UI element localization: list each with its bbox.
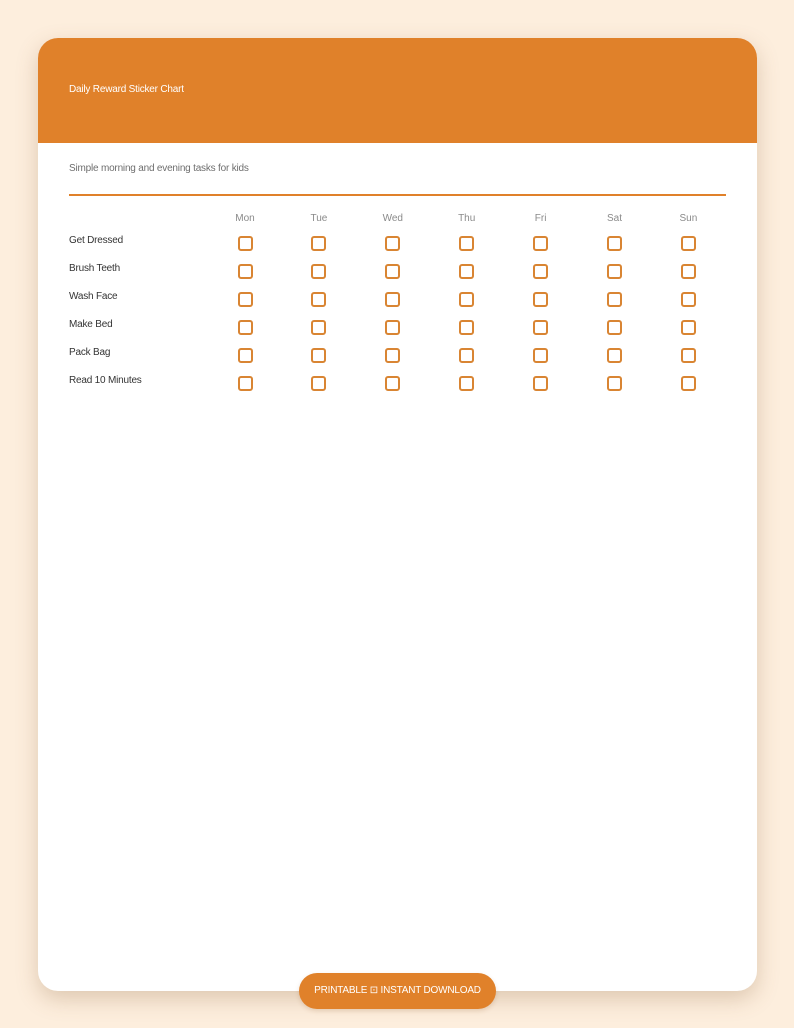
checkbox-thu[interactable]: [459, 236, 474, 251]
checkbox-fri[interactable]: [533, 236, 548, 251]
checkbox-wed[interactable]: [385, 348, 400, 363]
checkbox-tue[interactable]: [311, 348, 326, 363]
checkbox-wed[interactable]: [385, 376, 400, 391]
checkbox-fri[interactable]: [533, 376, 548, 391]
checkbox-sun[interactable]: [681, 348, 696, 363]
checkbox-tue[interactable]: [311, 292, 326, 307]
checkbox-tue[interactable]: [311, 264, 326, 279]
checkbox-sun[interactable]: [681, 264, 696, 279]
day-header-fri: Fri: [534, 213, 547, 224]
task-label: Wash Face: [69, 291, 118, 302]
checkbox-mon[interactable]: [238, 348, 253, 363]
day-header-mon: Mon: [235, 213, 255, 224]
task-label: Read 10 Minutes: [69, 375, 142, 386]
checkbox-thu[interactable]: [459, 376, 474, 391]
checkbox-fri[interactable]: [533, 348, 548, 363]
checkbox-thu[interactable]: [459, 264, 474, 279]
checkbox-sat[interactable]: [607, 292, 622, 307]
checkbox-fri[interactable]: [533, 320, 548, 335]
checkbox-tue[interactable]: [311, 236, 326, 251]
task-label: Get Dressed: [69, 235, 123, 246]
checkbox-mon[interactable]: [238, 292, 253, 307]
checkbox-mon[interactable]: [238, 264, 253, 279]
checkbox-sun[interactable]: [681, 376, 696, 391]
day-header-tue: Tue: [310, 213, 328, 224]
checkbox-wed[interactable]: [385, 320, 400, 335]
checkbox-wed[interactable]: [385, 236, 400, 251]
checkbox-thu[interactable]: [459, 320, 474, 335]
checkbox-sat[interactable]: [607, 348, 622, 363]
checkbox-sat[interactable]: [607, 264, 622, 279]
divider: [69, 194, 726, 196]
checkbox-sat[interactable]: [607, 376, 622, 391]
task-label: Brush Teeth: [69, 263, 120, 274]
day-header-sun: Sun: [679, 213, 698, 224]
checkbox-tue[interactable]: [311, 376, 326, 391]
chart-card: [38, 38, 757, 991]
checkbox-sun[interactable]: [681, 292, 696, 307]
task-label: Pack Bag: [69, 347, 111, 358]
day-header-wed: Wed: [382, 213, 403, 224]
chart-header: [38, 38, 757, 143]
checkbox-sat[interactable]: [607, 320, 622, 335]
checkbox-tue[interactable]: [311, 320, 326, 335]
checkbox-sun[interactable]: [681, 236, 696, 251]
day-header-sat: Sat: [606, 213, 622, 224]
checkbox-fri[interactable]: [533, 264, 548, 279]
checkbox-mon[interactable]: [238, 320, 253, 335]
chart-subtitle: Simple morning and evening tasks for kids: [69, 163, 249, 174]
checkbox-wed[interactable]: [385, 264, 400, 279]
checkbox-sun[interactable]: [681, 320, 696, 335]
checkbox-sat[interactable]: [607, 236, 622, 251]
chart-title: Daily Reward Sticker Chart: [69, 84, 184, 95]
checkbox-thu[interactable]: [459, 348, 474, 363]
task-label: Make Bed: [69, 319, 113, 330]
checkbox-mon[interactable]: [238, 376, 253, 391]
checkbox-fri[interactable]: [533, 292, 548, 307]
checkbox-thu[interactable]: [459, 292, 474, 307]
day-header-thu: Thu: [458, 213, 476, 224]
checkbox-mon[interactable]: [238, 236, 253, 251]
download-button[interactable]: PRINTABLE ⊡ INSTANT DOWNLOAD: [299, 973, 496, 1009]
checkbox-wed[interactable]: [385, 292, 400, 307]
